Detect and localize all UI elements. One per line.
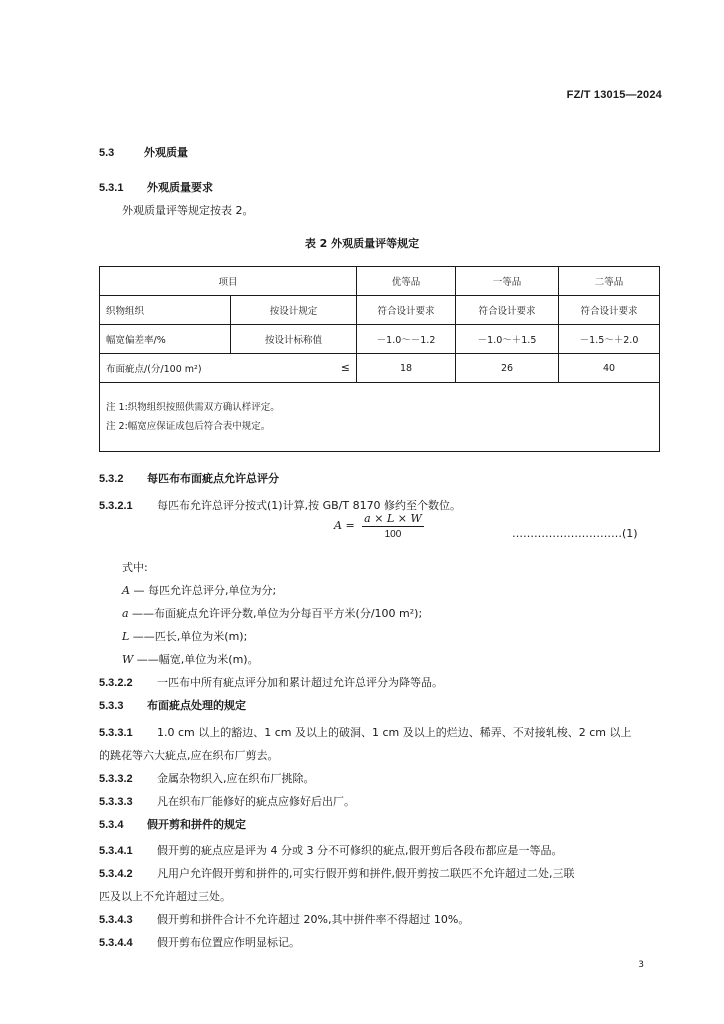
section-title: 外观质量 [144,146,188,159]
where-desc: ——匹长,单位为米(m); [129,630,248,643]
clause-text: 每匹布允许总评分按式(1)计算,按 GB/T 8170 修约至个数位。 [157,499,462,512]
section-number: 5.3.3 [99,700,124,712]
where-symbol: L [122,630,130,643]
clause-number: 5.3.4.4 [99,937,133,949]
standard-code: FZ/T 13015—2024 [566,89,662,101]
row-item: 织物组织 [100,296,231,325]
table-note: 注 2:幅宽应保证成包后符合表中规定。 [106,421,271,432]
clause-5-3-2-1 [99,497,461,513]
row-grade-1: 符合设计要求 [357,296,456,325]
formula-lhs: A [334,519,342,532]
row-item-label: 布面疵点/(分/100 m²) [106,364,202,375]
table-caption: 表 2 外观质量评等规定 [304,237,420,250]
table-row [100,354,660,383]
section-title: 外观质量要求 [147,181,213,194]
clause-text: 金属杂物织入,应在织布厂挑除。 [157,772,315,785]
clause-number: 5.3.4.2 [99,868,133,880]
row-grade-2: 符合设计要求 [456,296,559,325]
clause-text-continued: 匹及以上不允许超过三处。 [99,890,231,903]
section-number: 5.3.2 [99,473,124,485]
where-item [122,651,259,667]
header-grade-1: 优等品 [357,267,456,296]
where-item [122,582,276,598]
equation-number: …………………………(1) [512,527,638,540]
section-number: 5.3 [99,147,115,159]
formula-numerator: a × L × W [364,512,422,525]
formula-fraction [362,512,424,540]
row-grade-2: 26 [456,354,559,383]
page-number: 3 [638,960,644,970]
section-5-3 [99,144,188,160]
row-symbol: ≤ [340,361,351,374]
section-title: 假开剪和拼件的规定 [147,818,246,831]
section-title: 布面疵点处理的规定 [147,699,246,712]
row-rule: 按设计标称值 [231,325,357,354]
section-number: 5.3.4 [99,819,124,831]
clause-5-3-3-1 [99,724,632,740]
formula-equals: = [345,519,355,532]
section-5-3-3 [99,697,246,713]
clause-number: 5.3.3.3 [99,796,133,808]
where-desc: ——布面疵点允许评分数,单位为分每百平方米(分/100 m²); [128,607,423,620]
where-item [122,605,422,621]
table-row [100,296,660,325]
clause-text: 假开剪的疵点应是评为 4 分或 3 分不可修织的疵点,假开剪后各段布都应是一等品。 [157,844,563,857]
row-rule: 按设计规定 [231,296,357,325]
clause-number: 5.3.3.2 [99,773,133,785]
row-grade-2: －1.0～＋1.5 [456,325,559,354]
clause-text: 凡用户允许假开剪和拼件的,可实行假开剪和拼件,假开剪按二联匹不允许超过二处,三联 [157,867,575,880]
row-item: 幅宽偏差率/% [100,325,231,354]
table-header-row [100,267,660,296]
quality-grade-table [99,266,660,452]
clause-5-3-4-2 [99,865,575,881]
clause-text: 假开剪和拼件合计不允许超过 20%,其中拼件率不得超过 10%。 [157,913,470,926]
clause-text: 凡在织布厂能修好的疵点应修好后出厂。 [157,795,355,808]
where-symbol: W [122,653,134,666]
where-item [122,628,247,644]
clause-5-3-4-1 [99,842,562,858]
clause-number: 5.3.2.1 [99,500,133,512]
where-desc: ——幅宽,单位为米(m)。 [133,653,259,666]
table-row [100,325,660,354]
clause-text-continued: 的跳花等六大疵点,应在织布厂剪去。 [99,749,279,762]
clause-text: 假开剪布位置应作明显标记。 [157,936,300,949]
section-number: 5.3.1 [99,182,124,194]
clause-text: 一匹布中所有疵点评分加和累计超过允许总评分为降等品。 [157,676,443,689]
where-desc: — 每匹允许总评分,单位为分; [129,584,277,597]
table-note: 注 1:织物组织按照供需双方确认样评定。 [106,402,280,413]
clause-5-3-4-4 [99,934,300,950]
clause-5-3-2-2 [99,674,443,690]
row-grade-3: 40 [559,354,660,383]
clause-number: 5.3.4.3 [99,914,133,926]
clause-5-3-3-3 [99,793,355,809]
paragraph: 外观质量评等规定按表 2。 [122,204,254,217]
row-grade-3: 符合设计要求 [559,296,660,325]
section-5-3-4 [99,816,246,832]
row-grade-3: －1.5～＋2.0 [559,325,660,354]
section-5-3-1 [99,179,213,195]
formula-denominator: 100 [384,529,402,540]
section-title: 每匹布布面疵点允许总评分 [147,472,279,485]
clause-number: 5.3.2.2 [99,677,133,689]
where-symbol: a [122,607,129,620]
header-grade-2: 一等品 [456,267,559,296]
clause-number: 5.3.4.1 [99,845,133,857]
where-symbol: A [122,584,130,597]
formula-1 [334,512,424,540]
clause-number: 5.3.3.1 [99,727,133,739]
clause-text: 1.0 cm 以上的豁边、1 cm 及以上的破洞、1 cm 及以上的烂边、稀弄、不对接轧梭、2 cm 以上 [157,726,632,739]
row-item [100,354,357,383]
table-notes-row [100,383,660,452]
header-grade-3: 二等品 [559,267,660,296]
header-item: 项目 [100,267,357,296]
clause-5-3-3-2 [99,770,315,786]
where-intro: 式中: [122,561,148,574]
section-5-3-2 [99,470,279,486]
row-grade-1: 18 [357,354,456,383]
clause-5-3-4-3 [99,911,469,927]
row-grade-1: －1.0～－1.2 [357,325,456,354]
table-notes [100,383,660,452]
